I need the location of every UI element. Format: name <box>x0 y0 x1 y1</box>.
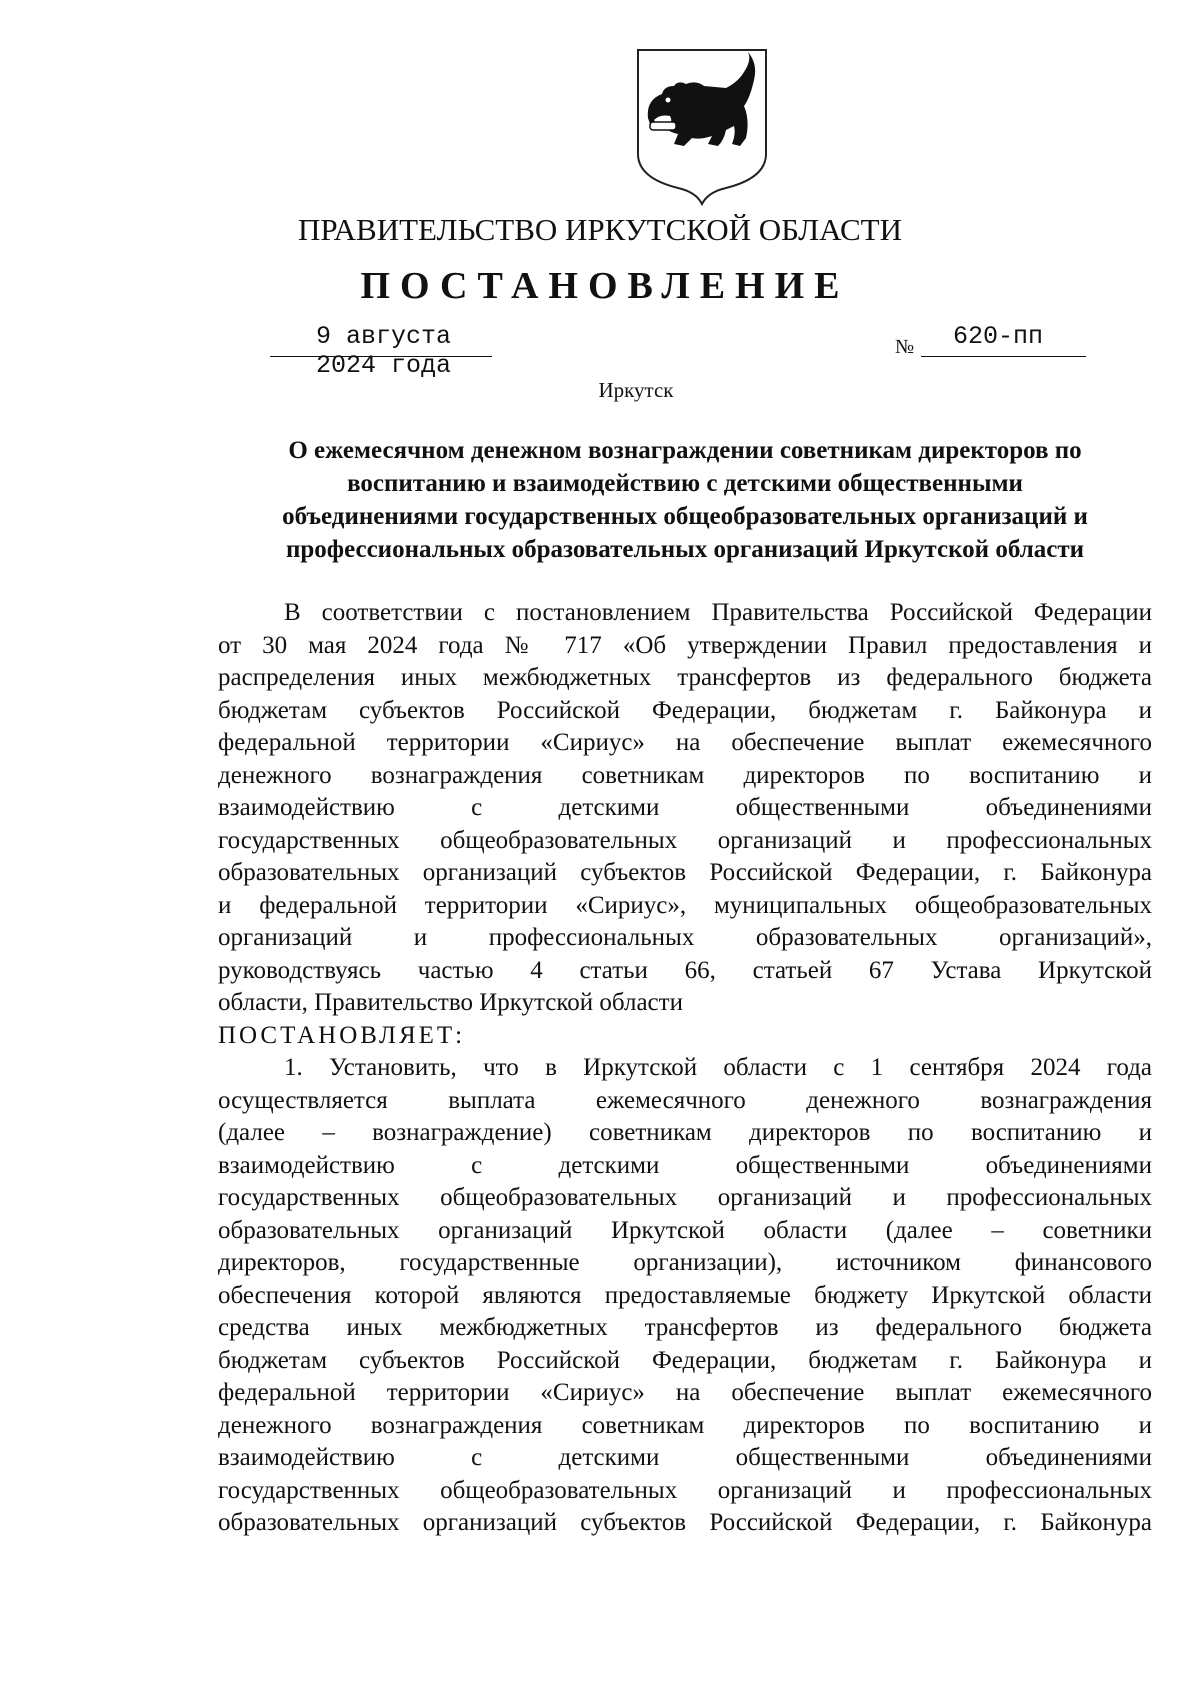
title-line: профессиональных образовательных организаций Иркутской области <box>285 536 1085 563</box>
clause-1-paragraph <box>218 1052 1152 1540</box>
number-label: № <box>895 336 915 358</box>
text-line: осуществляется выплата ежемесячного денежного вознаграждения <box>218 1086 1152 1114</box>
text-line: государственных общеобразовательных организаций и профессиональных <box>218 1476 1152 1504</box>
text-line: В соответствии с постановлением Правительства Российской Федерации <box>284 599 1152 626</box>
text-line: государственных общеобразовательных организаций и профессиональных <box>218 826 1152 854</box>
text-line: взаимодействию с детскими общественными объединениями <box>218 1151 1152 1179</box>
government-name: ПРАВИТЕЛЬСТВО ИРКУТСКОЙ ОБЛАСТИ <box>297 212 902 247</box>
text-line: от 30 мая 2024 года № 717 «Об утверждении Правил предоставления и <box>218 631 1152 659</box>
text-line: и федеральной территории «Сириус», муниципальных общеобразовательных <box>218 891 1152 919</box>
text-line: федеральной территории «Сириус» на обеспечение выплат ежемесячного <box>218 729 1152 756</box>
text-line: образовательных организаций субъектов Российской Федерации, г. Байконура <box>218 1509 1152 1536</box>
text-line: денежного вознаграждения советникам директоров по воспитанию и <box>218 1411 1152 1439</box>
text-line: (далее – вознаграждение) советникам директоров по воспитанию и <box>218 1119 1152 1146</box>
coat-of-arms-icon <box>634 46 770 206</box>
text-line: государственных общеобразовательных организаций и профессиональных <box>218 1184 1152 1211</box>
text-line: обеспечения которой являются предоставляемые бюджету Иркутской области <box>218 1281 1152 1309</box>
document-date: 9 августа 2024 года <box>316 322 452 380</box>
document-body <box>218 597 1152 1540</box>
text-line: взаимодействию с детскими общественными объединениями <box>218 794 1152 821</box>
document-type: ПОСТАНОВЛЕНИЕ <box>360 265 850 307</box>
resolves-heading: ПОСТАНОВЛЯЕТ: <box>218 1021 466 1049</box>
text-line: федеральной территории «Сириус» на обеспечение выплат ежемесячного <box>218 1379 1152 1406</box>
text-line: средства иных межбюджетных трансфертов из федерального бюджета <box>218 1314 1152 1341</box>
text-line: области, Правительство Иркутской области <box>218 989 683 1016</box>
number-field <box>921 322 1086 357</box>
preamble-paragraph <box>218 597 1152 1020</box>
text-line: руководствуясь частью 4 статьи 66, статьей 67 Устава Иркутской <box>218 956 1152 984</box>
text-line: директоров, государственные организации), источником финансового <box>218 1249 1152 1276</box>
text-line: денежного вознаграждения советникам директоров по воспитанию и <box>218 761 1152 789</box>
text-line: образовательных организаций субъектов Российской Федерации, г. Байконура <box>218 859 1152 886</box>
text-line: 1. Установить, что в Иркутской области с 1 сентября 2024 года <box>284 1054 1152 1081</box>
title-line: О ежемесячном денежном вознаграждении советникам директоров по <box>288 437 1082 464</box>
date-field <box>270 322 492 380</box>
document-number: 620-пп <box>953 322 1044 351</box>
text-line: организаций и профессиональных образовательных организаций», <box>218 924 1152 951</box>
text-line: взаимодействию с детскими общественными объединениями <box>218 1444 1152 1471</box>
text-line: бюджетам субъектов Российской Федерации, бюджетам г. Байконура и <box>218 696 1152 724</box>
title-line: воспитанию и взаимодействию с детскими общественными <box>347 470 1023 497</box>
text-line: распределения иных межбюджетных трансфертов из федерального бюджета <box>218 664 1152 691</box>
city: Иркутск <box>598 378 674 402</box>
text-line: бюджетам субъектов Российской Федерации, бюджетам г. Байконура и <box>218 1346 1152 1374</box>
text-line: образовательных организаций Иркутской области (далее – советники <box>218 1216 1152 1244</box>
document-title <box>218 434 1152 566</box>
title-line: объединениями государственных общеобразовательных организаций и <box>282 503 1088 530</box>
